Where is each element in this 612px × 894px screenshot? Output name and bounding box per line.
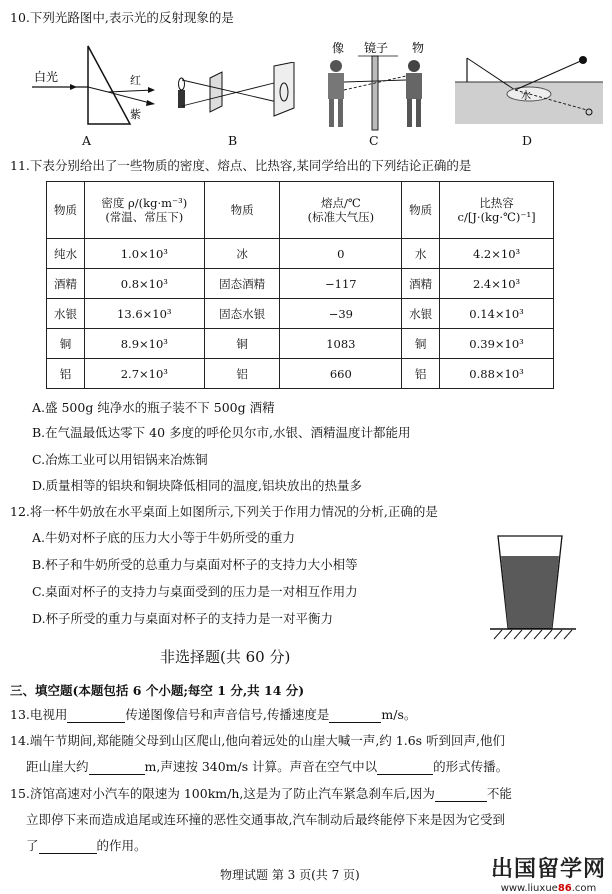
header-substance-3: 物质 xyxy=(402,182,440,239)
milk-fill xyxy=(501,556,559,628)
logo-url-b: 86 xyxy=(557,883,572,894)
q15-line3 xyxy=(26,838,147,854)
mirror-label: 镜子 xyxy=(364,41,389,55)
table-row xyxy=(47,359,554,389)
q13 xyxy=(10,707,416,723)
table-cell: 1083 xyxy=(280,329,402,359)
q14-blank-2[interactable] xyxy=(377,761,433,775)
q15-blank-1[interactable] xyxy=(435,788,487,802)
figure-a-label: A xyxy=(82,133,92,148)
header-substance-2: 物质 xyxy=(204,182,280,239)
q11-option-c: C.冶炼工业可以用铝锅来冶炼铜 xyxy=(32,452,208,467)
table-cell: 固态水银 xyxy=(204,299,280,329)
q14-line1: 14.端午节期间,郑能随父母到山区爬山,他向着远处的山崖大喊一声,约 1.6s 听到回声,他们 xyxy=(10,733,506,748)
properties-table xyxy=(46,181,554,389)
header-melting xyxy=(280,182,402,239)
header-heat-line1: 比热容 xyxy=(479,196,514,210)
table-cell: 铝 xyxy=(402,359,440,389)
white-light-label: 白光 xyxy=(34,70,59,84)
purple-label: 紫 xyxy=(130,108,141,121)
q15-part2: 不能 xyxy=(486,786,512,801)
mirror-plate xyxy=(372,56,378,130)
milk-cup-figure xyxy=(490,532,576,644)
header-melting-line1: 熔点/℃ xyxy=(320,196,361,210)
table-cell: 0.39×10³ xyxy=(440,329,554,359)
q11-option-d: D.质量相等的铝块和铜块降低相同的温度,铝块放出的热量多 xyxy=(32,478,363,493)
q12-option-c: C.桌面对杯子的支持力与桌面受到的压力是一对相互作用力 xyxy=(32,584,358,599)
q13-part1: 13.电视用 xyxy=(10,707,68,722)
table-cell: 冰 xyxy=(204,239,280,269)
table-cell: 0.14×10³ xyxy=(440,299,554,329)
table-cell: 铝 xyxy=(47,359,85,389)
table-cell: 1.0×10³ xyxy=(84,239,204,269)
table-cell: 酒精 xyxy=(47,269,85,299)
table-cell: 13.6×10³ xyxy=(84,299,204,329)
table-cell: 酒精 xyxy=(402,269,440,299)
q15-blank-2[interactable] xyxy=(39,840,97,854)
table-cell: 水银 xyxy=(402,299,440,329)
table-cell: −39 xyxy=(280,299,402,329)
part3-title: 三、填空题(本题包括 6 个小题;每空 1 分,共 14 分) xyxy=(10,683,305,698)
header-melting-line2: (标准大气压) xyxy=(307,210,375,224)
q13-part2: 传递图像信号和声音信号,传播速度是 xyxy=(125,707,330,722)
object-label: 物 xyxy=(412,41,425,55)
logo-url-a: www.liuxue xyxy=(500,883,558,894)
figure-b-pinhole xyxy=(170,62,300,122)
header-density-line1: 密度 ρ/(kg·m⁻³) xyxy=(101,196,188,210)
header-density-line2: (常温、常压下) xyxy=(105,210,184,224)
table-cell: 铜 xyxy=(204,329,280,359)
q14-line2 xyxy=(26,759,508,775)
table-cell: −117 xyxy=(280,269,402,299)
figure-a-prism xyxy=(30,42,160,132)
table-cell: 固态酒精 xyxy=(204,269,280,299)
figure-b-label: B xyxy=(228,133,238,148)
table-cell: 0.88×10³ xyxy=(440,359,554,389)
q13-blank-1[interactable] xyxy=(67,709,125,723)
image-label: 像 xyxy=(332,41,345,55)
figure-c-label: C xyxy=(369,133,379,148)
table-cell: 8.9×10³ xyxy=(84,329,204,359)
table-row xyxy=(47,299,554,329)
table-row xyxy=(47,329,554,359)
q13-blank-2[interactable] xyxy=(329,709,381,723)
figure-d-water xyxy=(455,52,603,124)
logo-url xyxy=(491,883,606,894)
table-row xyxy=(47,239,554,269)
table-cell: 2.7×10³ xyxy=(84,359,204,389)
q14-part1: 距山崖大约 xyxy=(26,759,89,774)
table-cell: 铝 xyxy=(204,359,280,389)
table-cell: 0 xyxy=(280,239,402,269)
table-header-row xyxy=(47,182,554,239)
water-label: 水 xyxy=(521,91,531,102)
q11-option-a: A.盛 500g 纯净水的瓶子装不下 500g 酒精 xyxy=(32,400,275,415)
q15-line1 xyxy=(10,786,512,802)
red-label: 红 xyxy=(130,74,141,87)
q13-part3: m/s。 xyxy=(381,707,417,722)
q11-text: 11.下表分别给出了一些物质的密度、熔点、比热容,某同学给出的下列结论正确的是 xyxy=(10,158,472,173)
q11-option-b: B.在气温最低达零下 40 多度的呼伦贝尔市,水银、酒精温度计都能用 xyxy=(32,425,411,440)
q15-part3: 了 xyxy=(26,838,39,853)
q14-part3: 的形式传播。 xyxy=(433,759,509,774)
header-density xyxy=(84,182,204,239)
table-cell: 铜 xyxy=(402,329,440,359)
prism-shape xyxy=(88,46,130,124)
table-cell: 0.8×10³ xyxy=(84,269,204,299)
logo-title: 出国留学网 xyxy=(490,857,606,882)
figure-d-label: D xyxy=(522,133,533,148)
q12-option-b: B.杯子和牛奶所受的总重力与桌面对杯子的支持力大小相等 xyxy=(32,557,358,572)
logo-url-c: .com xyxy=(571,883,597,894)
header-heat-line2: c/[J·(kg·℃)⁻¹] xyxy=(457,210,536,224)
figure-c-mirror xyxy=(318,40,438,132)
page-footer: 物理试题 第 3 页(共 7 页) xyxy=(220,868,360,882)
table-row xyxy=(47,269,554,299)
header-heat xyxy=(440,182,554,239)
table-cell: 660 xyxy=(280,359,402,389)
q10-text: 10.下列光路图中,表示光的反射现象的是 xyxy=(10,10,234,25)
q15-part1: 15.济馆高速对小汽车的限速为 100km/h,这是为了防止汽车紧急刹车后,因为 xyxy=(10,786,435,801)
section-title: 非选择题(共 60 分) xyxy=(160,648,291,666)
q15-line2: 立即停下来而造成追尾或连环撞的恶性交通事故,汽车制动后最终能停下来是因为它受到 xyxy=(26,812,505,827)
q15-part4: 的作用。 xyxy=(96,838,147,853)
q12-text: 12.将一杯牛奶放在水平桌面上如图所示,下列关于作用力情况的分析,正确的是 xyxy=(10,504,438,519)
table-cell: 水 xyxy=(402,239,440,269)
q14-part2: m,声速按 340m/s 计算。声音在空气中以 xyxy=(144,759,378,774)
header-substance: 物质 xyxy=(47,182,85,239)
table-cell: 纯水 xyxy=(47,239,85,269)
table-cell: 4.2×10³ xyxy=(440,239,554,269)
q12-option-a: A.牛奶对杯子底的压力大小等于牛奶所受的重力 xyxy=(32,530,296,545)
q14-blank-1[interactable] xyxy=(89,761,145,775)
table-cell: 2.4×10³ xyxy=(440,269,554,299)
table-cell: 铜 xyxy=(47,329,85,359)
q12-option-d: D.杯子所受的重力与桌面对杯子的支持力是一对平衡力 xyxy=(32,611,334,626)
table-cell: 水银 xyxy=(47,299,85,329)
site-logo xyxy=(491,852,606,894)
